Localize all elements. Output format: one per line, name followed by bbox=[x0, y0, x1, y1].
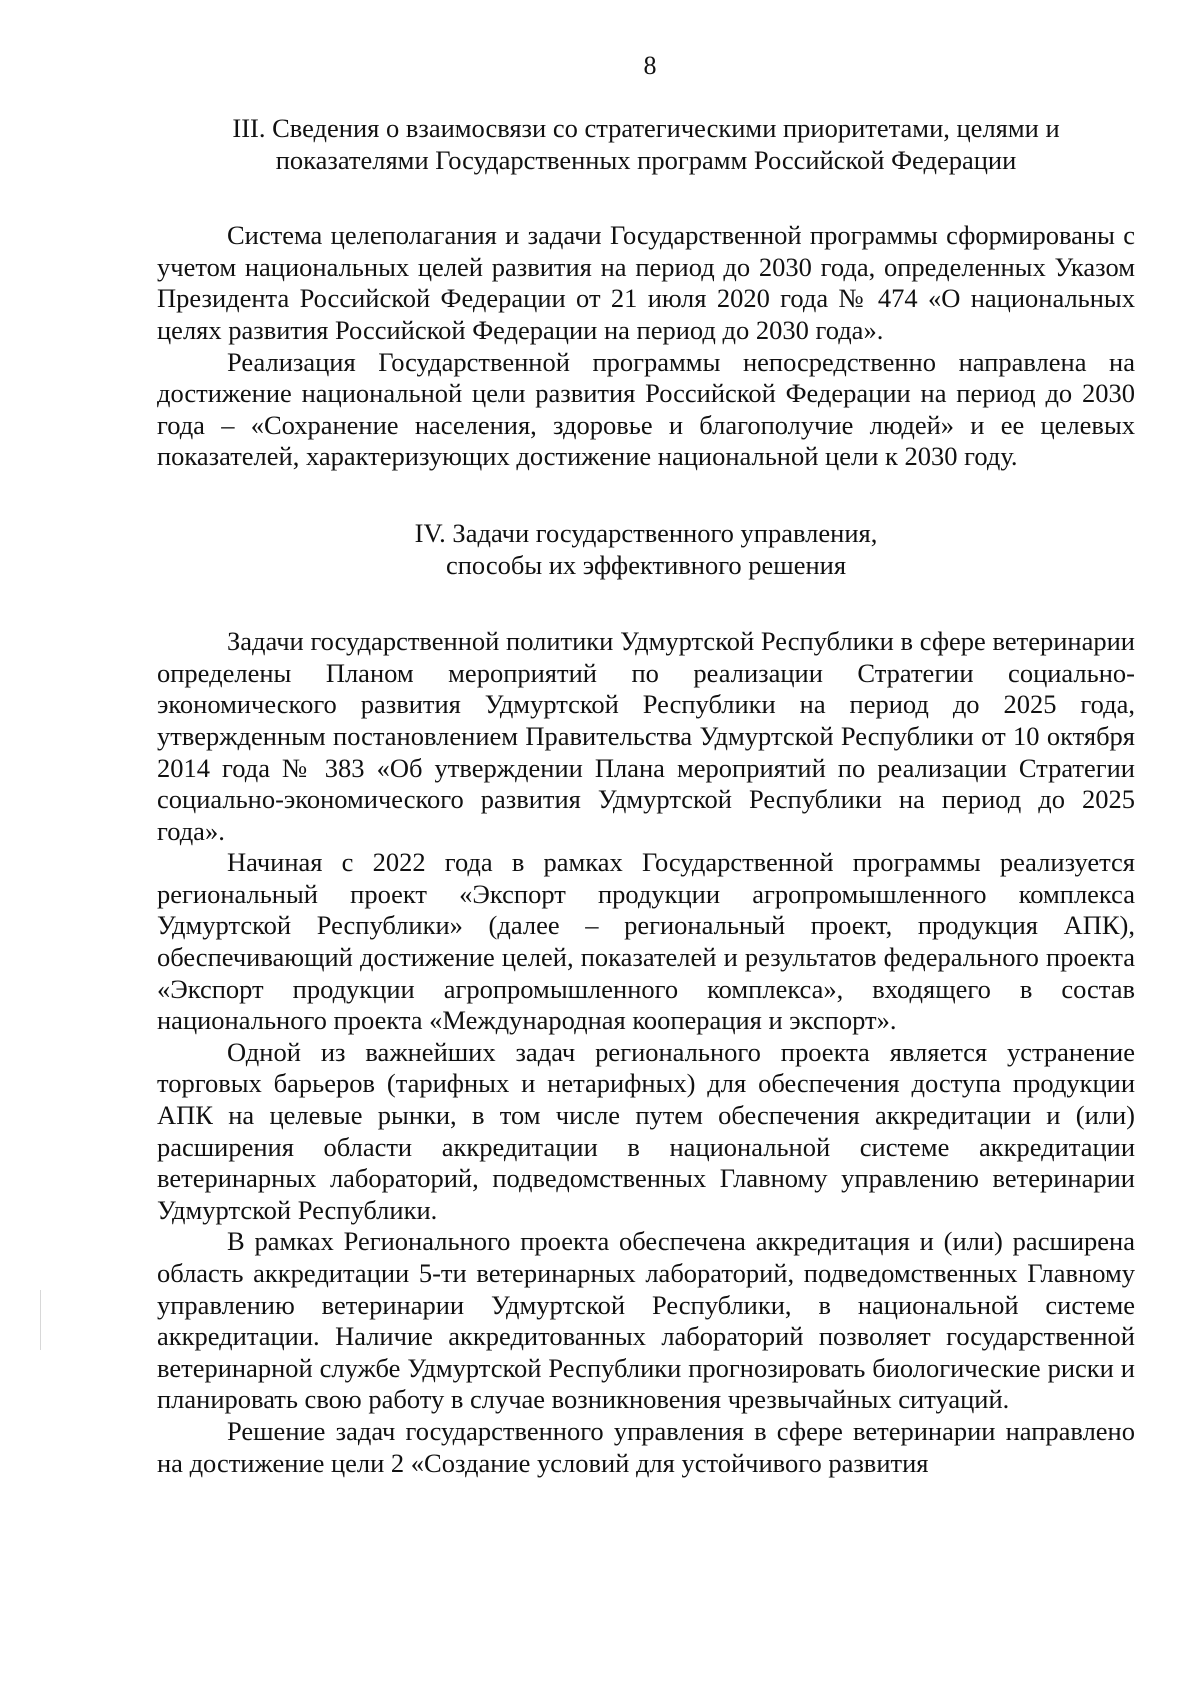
section-iv-heading-line-2: способы их эффективного решения bbox=[445, 549, 847, 580]
section-iii-heading: III. Сведения о взаимосвязи со стратегическими приоритетами, целями и показателями Государственных программ Российской Федерации bbox=[232, 113, 1060, 175]
section-iv-heading bbox=[157, 518, 1135, 581]
section-iii-paragraph-2: Реализация Государственной программы непосредственно направлена на достижение национальной цели развития Российской Федерации на период до 2030 года – «Сохранение населения, здоровье и благополучие людей» и ее целевых показателей, характеризующих достижение национальной цели к 2030 году. bbox=[157, 346, 1135, 472]
page-number: 8 bbox=[643, 51, 657, 80]
section-iv-heading-line-1: IV. Задачи государственного управления, bbox=[414, 517, 878, 548]
section-iv-paragraph-4: В рамках Регионального проекта обеспечена аккредитация и (или) расширена область аккредитации 5-ти ветеринарных лабораторий, подведомственных Главному управлению ветеринарии Удмуртской Республики, в национальной системе аккредитации. Наличие аккредитованных лабораторий позволяет государственной ветеринарной службе Удмуртской Республики прогнозировать биологические риски и планировать свою работу в случае возникновения чрезвычайных ситуаций. bbox=[157, 1226, 1135, 1415]
section-iv-paragraph-2: Начиная с 2022 года в рамках Государственной программы реализуется региональный проект «Экспорт продукции агропромышленного комплекса Удмуртской Республики» (далее – региональный проект, продукция АПК), обеспечивающий достижение целей, показателей и результатов федерального проекта «Экспорт продукции агропромышленного комплекса», входящего в состав национального проекта «Международная кооперация и экспорт». bbox=[157, 847, 1135, 1036]
section-iv-paragraph-3: Одной из важнейших задач регионального проекта является устранение торговых барьеров (тарифных и нетарифных) для обеспечения доступа продукции АПК на целевые рынки, в том числе путем обеспечения аккредитации и (или) расширения области аккредитации в национальной системе аккредитации ветеринарных лабораторий, подведомственных Главному управлению ветеринарии Удмуртской Республики. bbox=[157, 1036, 1135, 1225]
section-iii-paragraph-1: Система целеполагания и задачи Государственной программы сформированы с учетом национальных целей развития на период до 2030 года, определенных Указом Президента Российской Федерации от 21 июля 2020 года № 474 «О национальных целях развития Российской Федерации на период до 2030 года». bbox=[157, 220, 1135, 345]
section-iv-paragraph-5: Решение задач государственного управления в сфере ветеринарии направлено на достижение цели 2 «Создание условий для устойчивого развития bbox=[157, 1415, 1135, 1478]
document-body bbox=[157, 113, 1135, 1479]
scan-margin-mark bbox=[40, 1290, 41, 1350]
section-iv-paragraph-1: Задачи государственной политики Удмуртской Республики в сфере ветеринарии определены Планом мероприятий по реализации Стратегии социально-экономического развития Удмуртской Республики на период до 2025 года, утвержденным постановлением Правительства Удмуртской Республики от 10 октября 2014 года № 383 «Об утверждении Плана мероприятий по реализации Стратегии социально-экономического развития Удмуртской Республики на период до 2025 года». bbox=[157, 626, 1135, 846]
